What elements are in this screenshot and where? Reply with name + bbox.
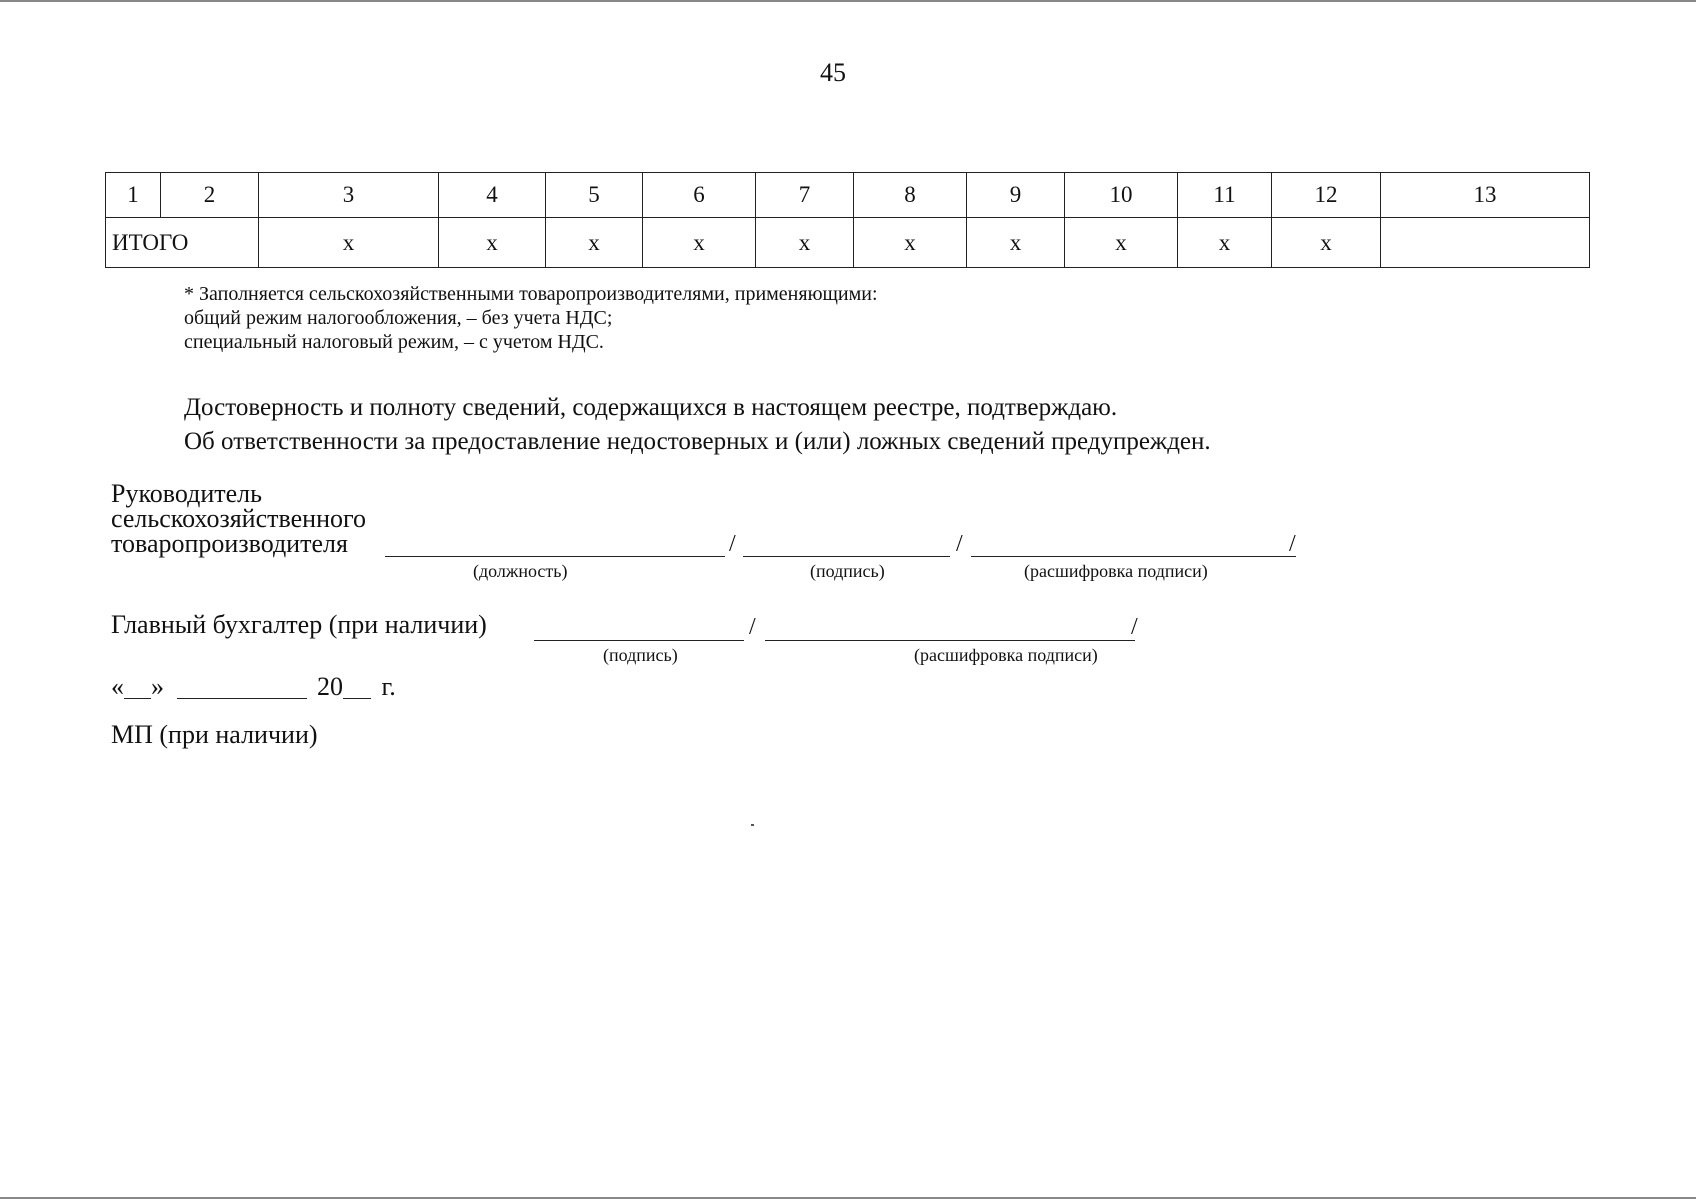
- total-cell: [1381, 218, 1590, 268]
- footnote-line: специальный налоговый режим, – с учетом НДС.: [184, 331, 604, 353]
- column-number: 13: [1381, 173, 1590, 218]
- column-number: 8: [854, 173, 967, 218]
- date-line: [111, 672, 396, 702]
- head-title-line: сельскохозяйственного: [111, 504, 366, 533]
- total-label: ИТОГО: [106, 218, 259, 268]
- total-cell: х: [439, 218, 546, 268]
- year-prefix: 20: [317, 672, 343, 701]
- responsibility-statement: Об ответственности за предоставление недостоверных и (или) ложных сведений предупрежден.: [184, 428, 1211, 455]
- total-cell: х: [1178, 218, 1272, 268]
- caption-signature: (подпись): [603, 645, 678, 665]
- year-field[interactable]: [343, 674, 371, 699]
- scan-speck: [751, 824, 754, 826]
- total-cell: х: [854, 218, 967, 268]
- caption-signature: (подпись): [810, 561, 885, 581]
- date-open-quote: «: [111, 672, 124, 701]
- accountant-title: Главный бухгалтер (при наличии): [111, 610, 487, 639]
- column-number: 9: [967, 173, 1065, 218]
- caption-position: (должность): [473, 561, 568, 581]
- separator: /: [729, 531, 736, 557]
- column-number: 6: [643, 173, 756, 218]
- head-title-line: товаропроизводителя: [111, 529, 348, 558]
- accountant-decoding-field[interactable]: [765, 640, 1135, 641]
- column-number: 10: [1065, 173, 1178, 218]
- caption-decoding: (расшифровка подписи): [914, 645, 1098, 665]
- total-cell: х: [967, 218, 1065, 268]
- table-total-row: [106, 218, 1590, 268]
- total-cell: х: [1065, 218, 1178, 268]
- head-signature-field[interactable]: [743, 556, 950, 557]
- position-field[interactable]: [385, 556, 725, 557]
- head-title: [111, 481, 366, 556]
- certification-statement: Достоверность и полноту сведений, содержащихся в настоящем реестре, подтверждаю.: [184, 394, 1118, 421]
- total-cell: х: [756, 218, 854, 268]
- total-cell: х: [546, 218, 643, 268]
- footnote: [184, 282, 878, 354]
- caption-decoding: (расшифровка подписи): [1024, 561, 1208, 581]
- month-field[interactable]: [177, 674, 307, 699]
- column-number: 7: [756, 173, 854, 218]
- total-cell: х: [259, 218, 439, 268]
- year-suffix: г.: [381, 672, 396, 701]
- column-number: 1: [106, 173, 161, 218]
- accountant-signature-field[interactable]: [534, 640, 744, 641]
- separator: /: [1289, 531, 1296, 557]
- column-number: 12: [1272, 173, 1381, 218]
- head-title-line: Руководитель: [111, 479, 262, 508]
- column-number: 4: [439, 173, 546, 218]
- separator: /: [1131, 614, 1138, 640]
- footnote-line: * Заполняется сельскохозяйственными товаропроизводителями, применяющими:: [184, 283, 878, 305]
- separator: /: [749, 614, 756, 640]
- column-number: 3: [259, 173, 439, 218]
- column-number: 2: [161, 173, 259, 218]
- column-number: 11: [1178, 173, 1272, 218]
- total-cell: х: [643, 218, 756, 268]
- column-number: 5: [546, 173, 643, 218]
- table-header-row: [106, 173, 1590, 218]
- day-field[interactable]: [124, 674, 151, 699]
- bottom-scan-edge: [0, 1197, 1696, 1199]
- head-decoding-field[interactable]: [971, 556, 1296, 557]
- total-cell: х: [1272, 218, 1381, 268]
- separator: /: [956, 531, 963, 557]
- page-number: 45: [820, 58, 846, 87]
- registry-table: [105, 172, 1590, 268]
- top-scan-edge: [0, 0, 1696, 2]
- date-close-quote: »: [151, 672, 164, 701]
- seal-label: МП (при наличии): [111, 720, 318, 749]
- footnote-line: общий режим налогообложения, – без учета НДС;: [184, 307, 613, 329]
